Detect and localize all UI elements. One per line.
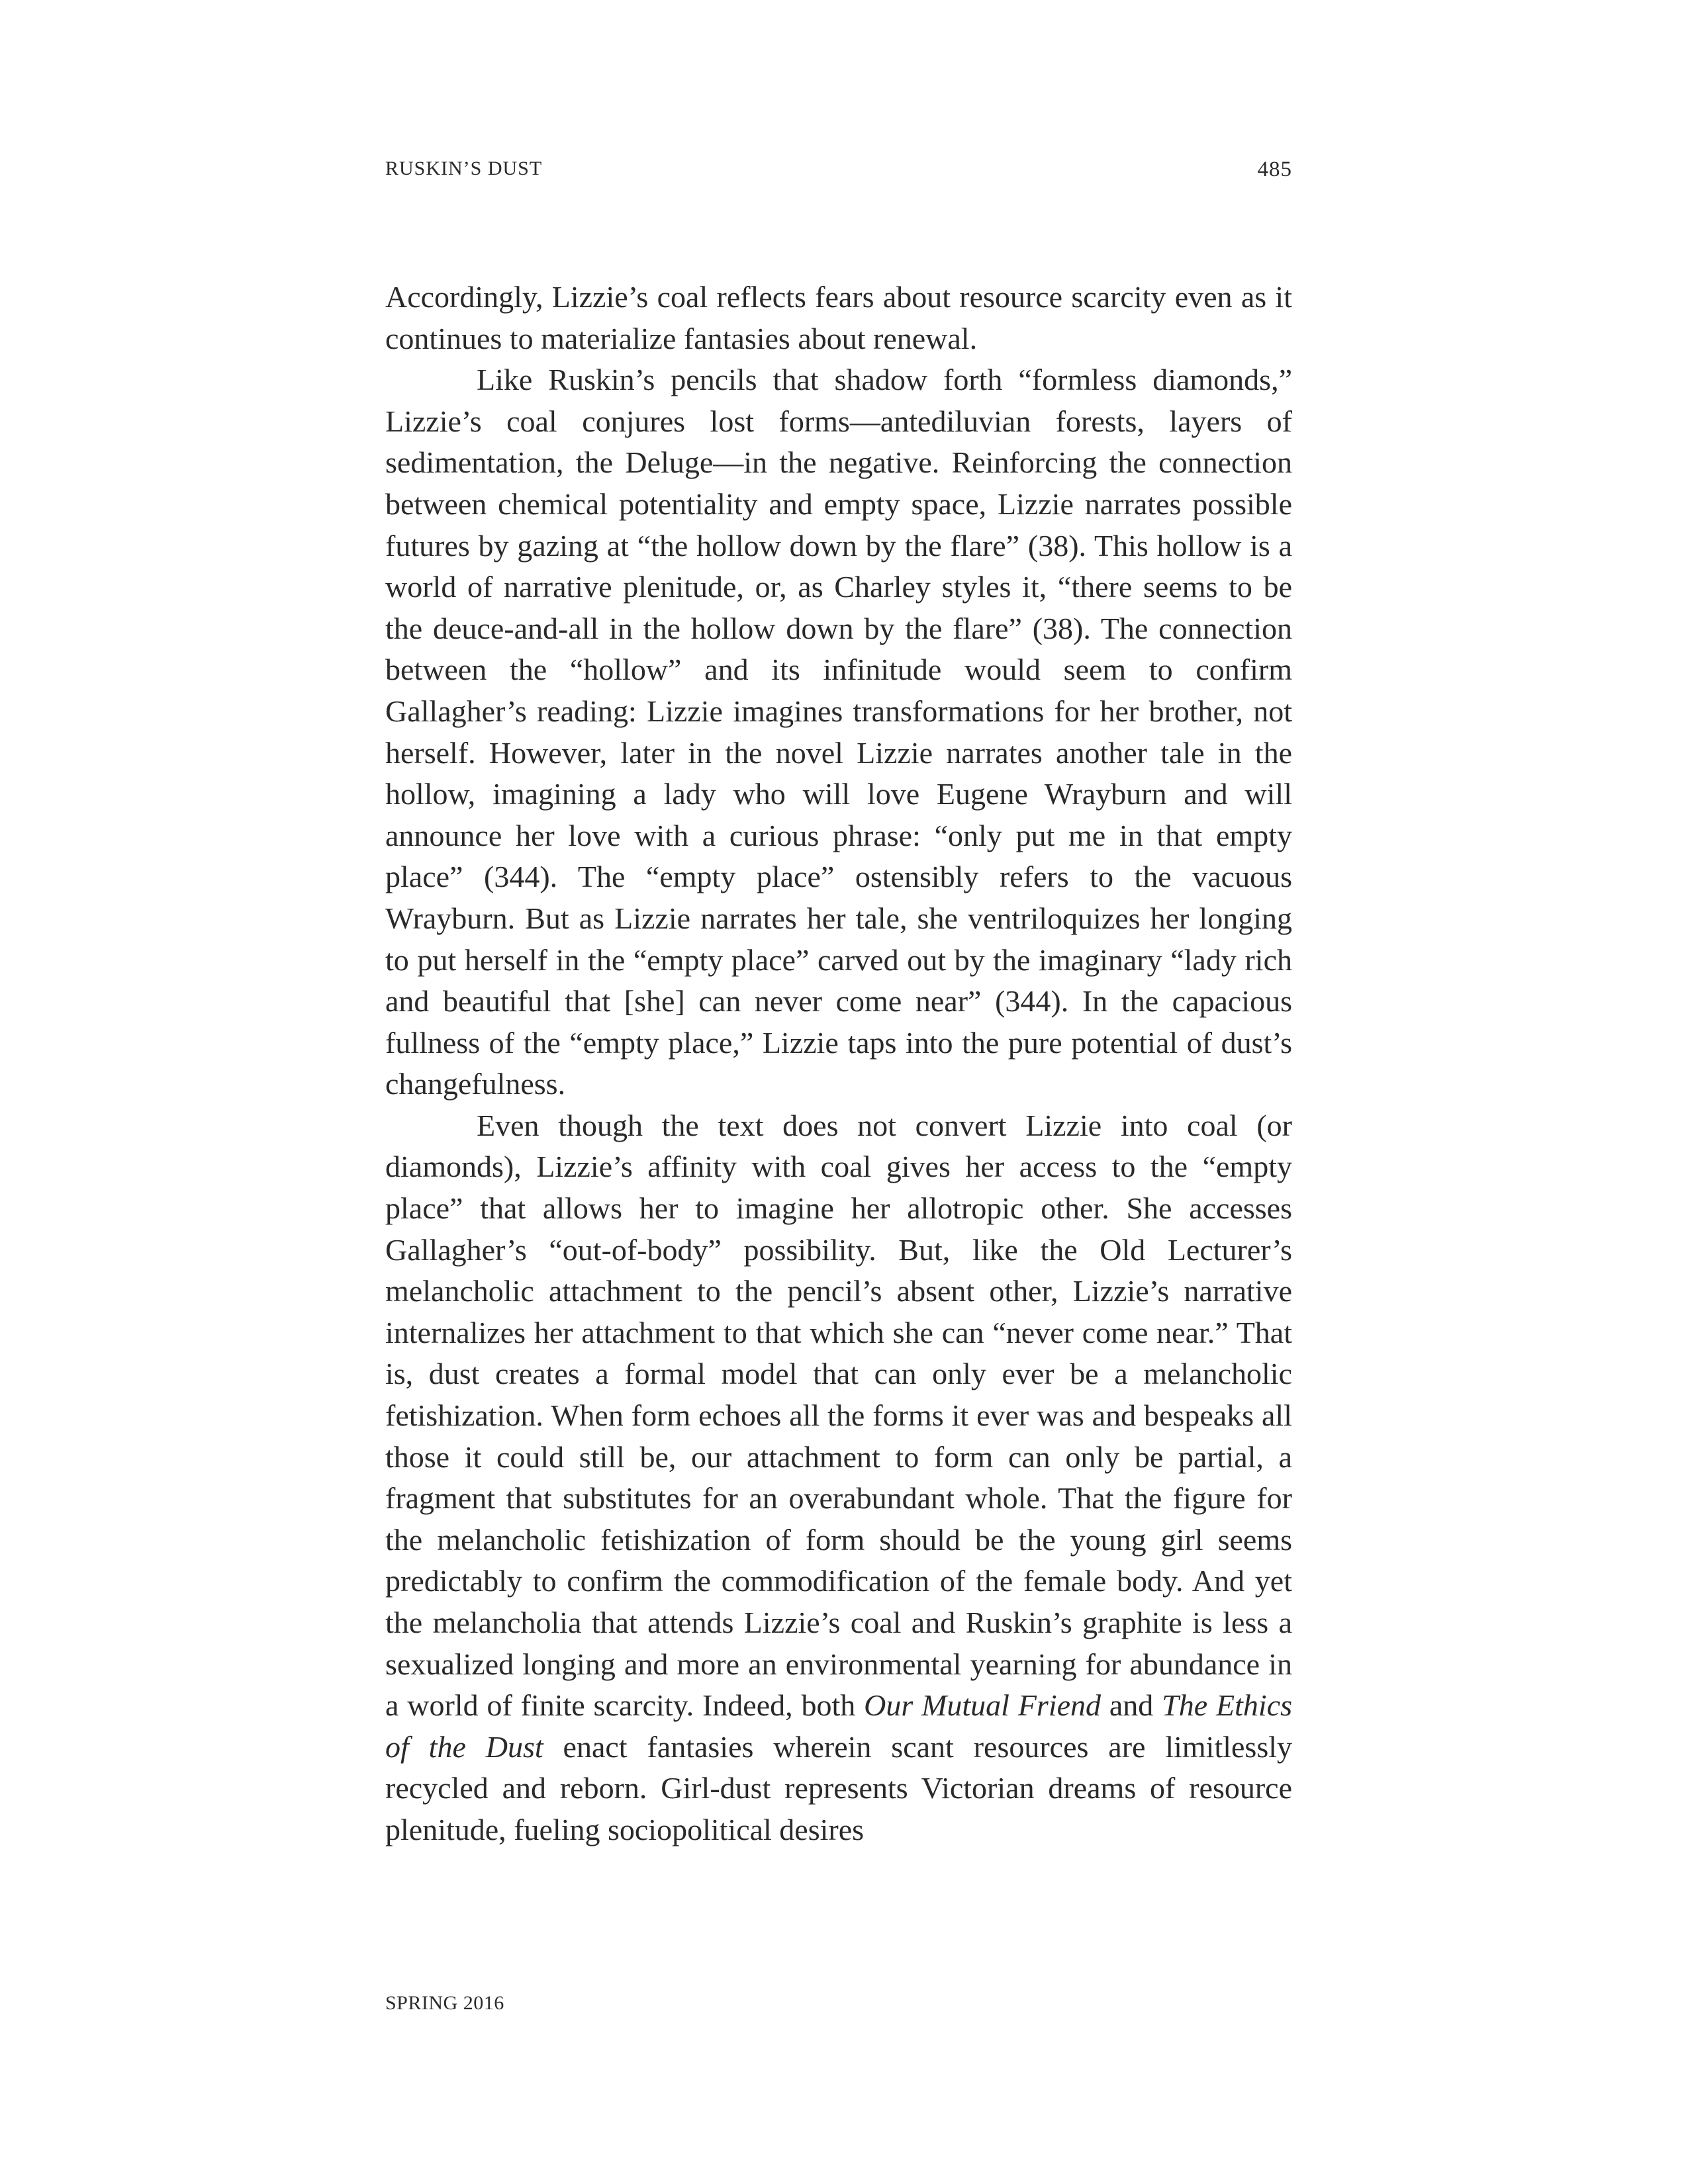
paragraph-3-text-between: and — [1101, 1688, 1162, 1723]
book-title-our-mutual-friend: Our Mutual Friend — [864, 1688, 1102, 1723]
body-text — [385, 277, 1292, 1851]
running-head — [385, 158, 1292, 184]
book-title-ethics-of-the-dust: The Ethics of the Dust — [385, 1688, 1293, 1764]
paragraph-1: Accordingly, Lizzie’s coal reflects fears about resource scarcity even as it continues to materialize fantasies about renewal. — [385, 280, 1292, 355]
paragraph-2: Like Ruskin’s pencils that shadow forth “formless diamonds,” Lizzie’s coal conjures lost forms—antediluvian forests, layers of sedimentation, the Deluge—in the negative. Reinforcing the connection between chemical potentiality and empty space, Lizzie narrates possible futures by gazing at “the hollow down by the flare” (38). This hollow is a world of narrative plenitude, or, as Charley styles it, “there seems to be the deuce-and-all in the hollow down by the flare” (38). The connection between the “hollow” and its infinitude would seem to confirm Gallagher’s reading: Lizzie imagines transformations for her brother, not herself. However, later in the novel Lizzie narrates another tale in the hollow, imagining a lady who will love Eugene Wrayburn and will announce her love with a curious phrase: “only put me in that empty place” (344). The “empty place” ostensibly refers to the vacuous Wrayburn. But as Lizzie narrates her tale, she ventriloquizes her longing to put herself in the “empty place” carved out by the imaginary “lady rich and beautiful that [she] can never come near” (344). In the capacious fullness of the “empty place,” Lizzie taps into the pure potential of dust’s changefulness. — [385, 363, 1292, 1101]
paragraph-3-text-before: Even though the text does not convert Lizzie into coal (or diamonds), Lizzie’s affinity with coal gives her access to the “empty place” that allows her to imagine her allotropic other. She accesses Gallagher’s “out-of-body” possibility. But, like the Old Lecturer’s melancholic attachment to the pencil’s absent other, Lizzie’s narrative internalizes her attachment to that which she can “never come near.” That is, dust creates a formal model that can only ever be a melancholic fetishization. When form echoes all the forms it ever was and bespeaks all those it could still be, our attachment to form can only be partial, a fragment that substitutes for an overabundant whole. That the figure for the melancholic fetishization of form should be the young girl seems predictably to confirm the commodification of the female body. And yet the melancholia that attends Lizzie’s coal and Ruskin’s graphite is less a sexualized longing and more an environmental yearning for abundance in a world of finite scarcity. Indeed, both — [385, 1108, 1292, 1723]
page-number: 485 — [1257, 158, 1292, 181]
paragraph-3 — [385, 1105, 1292, 1851]
issue-footer: SPRING 2016 — [385, 1992, 504, 2014]
running-title: RUSKIN’S DUST — [385, 158, 543, 179]
paragraph-3-text-after: enact fantasies wherein scant resources are limitlessly recycled and reborn. Girl-dust represents Victorian dreams of resource plenitude, fueling sociopolitical desires — [385, 1729, 1292, 1846]
